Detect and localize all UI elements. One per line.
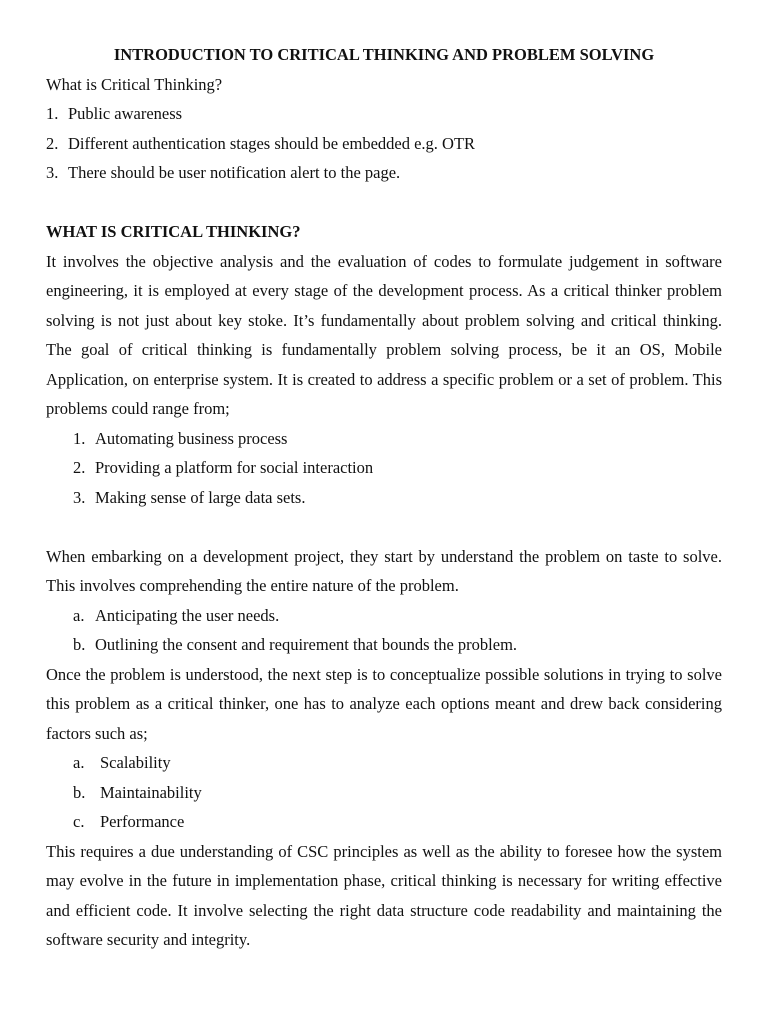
list-item-text: Scalability	[100, 753, 171, 772]
spacer	[46, 188, 722, 218]
spacer	[46, 512, 722, 542]
list-item-text: Providing a platform for social interaction	[95, 458, 374, 477]
list-item-text: There should be user notification alert to the page.	[68, 163, 401, 182]
list-item-text: Outlining the consent and requirement that bounds the problem.	[95, 635, 518, 654]
intro-question: What is Critical Thinking?	[46, 74, 223, 94]
list-marker: 2.	[73, 458, 86, 477]
list-item-text: Different authentication stages should be embedded e.g. OTR	[68, 133, 476, 153]
list-item	[46, 778, 722, 808]
list-item	[46, 158, 722, 188]
list-item-text: Performance	[100, 812, 185, 831]
section-heading: WHAT IS CRITICAL THINKING?	[46, 222, 301, 241]
list-item	[46, 453, 722, 483]
list-marker: 1.	[73, 428, 86, 448]
list-marker: b.	[73, 635, 86, 654]
list-marker: b.	[73, 782, 86, 802]
list-marker: 3.	[73, 487, 86, 507]
list-item-text: Public awareness	[68, 104, 183, 123]
problem-list	[46, 424, 722, 513]
list-item	[46, 483, 722, 513]
list-item-text: Automating business process	[95, 428, 288, 448]
list-item	[46, 129, 722, 159]
list-marker: c.	[73, 812, 85, 831]
paragraph-2: When embarking on a development project, they start by understand the problem on taste to solve. This involves comprehending the entire nature of the problem.	[46, 546, 722, 595]
list-marker: 2.	[46, 133, 59, 153]
list-marker: 1.	[46, 104, 59, 123]
list-marker: a.	[73, 753, 85, 772]
list-item-text: Anticipating the user needs.	[95, 605, 280, 625]
paragraph-4: This requires a due understanding of CSC principles as well as the ability to foresee how the system may evolve in the future in implementation phase, critical thinking is necessary for writing effective and efficient code. It involve selecting the right data structure code readability and maintaining the software security and integrity.	[46, 841, 722, 949]
list-marker: a.	[73, 605, 85, 625]
needs-list	[46, 601, 722, 660]
intro-list	[46, 99, 722, 188]
factors-list	[46, 748, 722, 837]
list-marker: 3.	[46, 163, 59, 182]
document-page	[46, 40, 722, 955]
list-item-text: Making sense of large data sets.	[95, 487, 306, 507]
paragraph-3: Once the problem is understood, the next step is to conceptualize possible solutions in trying to solve this problem as a critical thinker, one has to analyze each options meant and drew back considering factors such as;	[46, 664, 722, 743]
list-item	[46, 807, 722, 837]
list-item	[46, 99, 722, 129]
list-item	[46, 601, 722, 631]
list-item	[46, 424, 722, 454]
list-item-text: Maintainability	[100, 782, 202, 802]
list-item	[46, 748, 722, 778]
list-item	[46, 630, 722, 660]
document-title: INTRODUCTION TO CRITICAL THINKING AND PROBLEM SOLVING	[113, 45, 655, 64]
paragraph-1: It involves the objective analysis and the evaluation of codes to formulate judgement in software engineering, it is employed at every stage of the development process. As a critical thinker problem solving is not just about key stoke. It’s fundamentally about problem solving and critical thinking. The goal of critical thinking is fundamentally problem solving process, be it an OS, Mobile Application, on enterprise system. It is created to address a specific problem or a set of problem. This problems could range from;	[46, 251, 722, 418]
